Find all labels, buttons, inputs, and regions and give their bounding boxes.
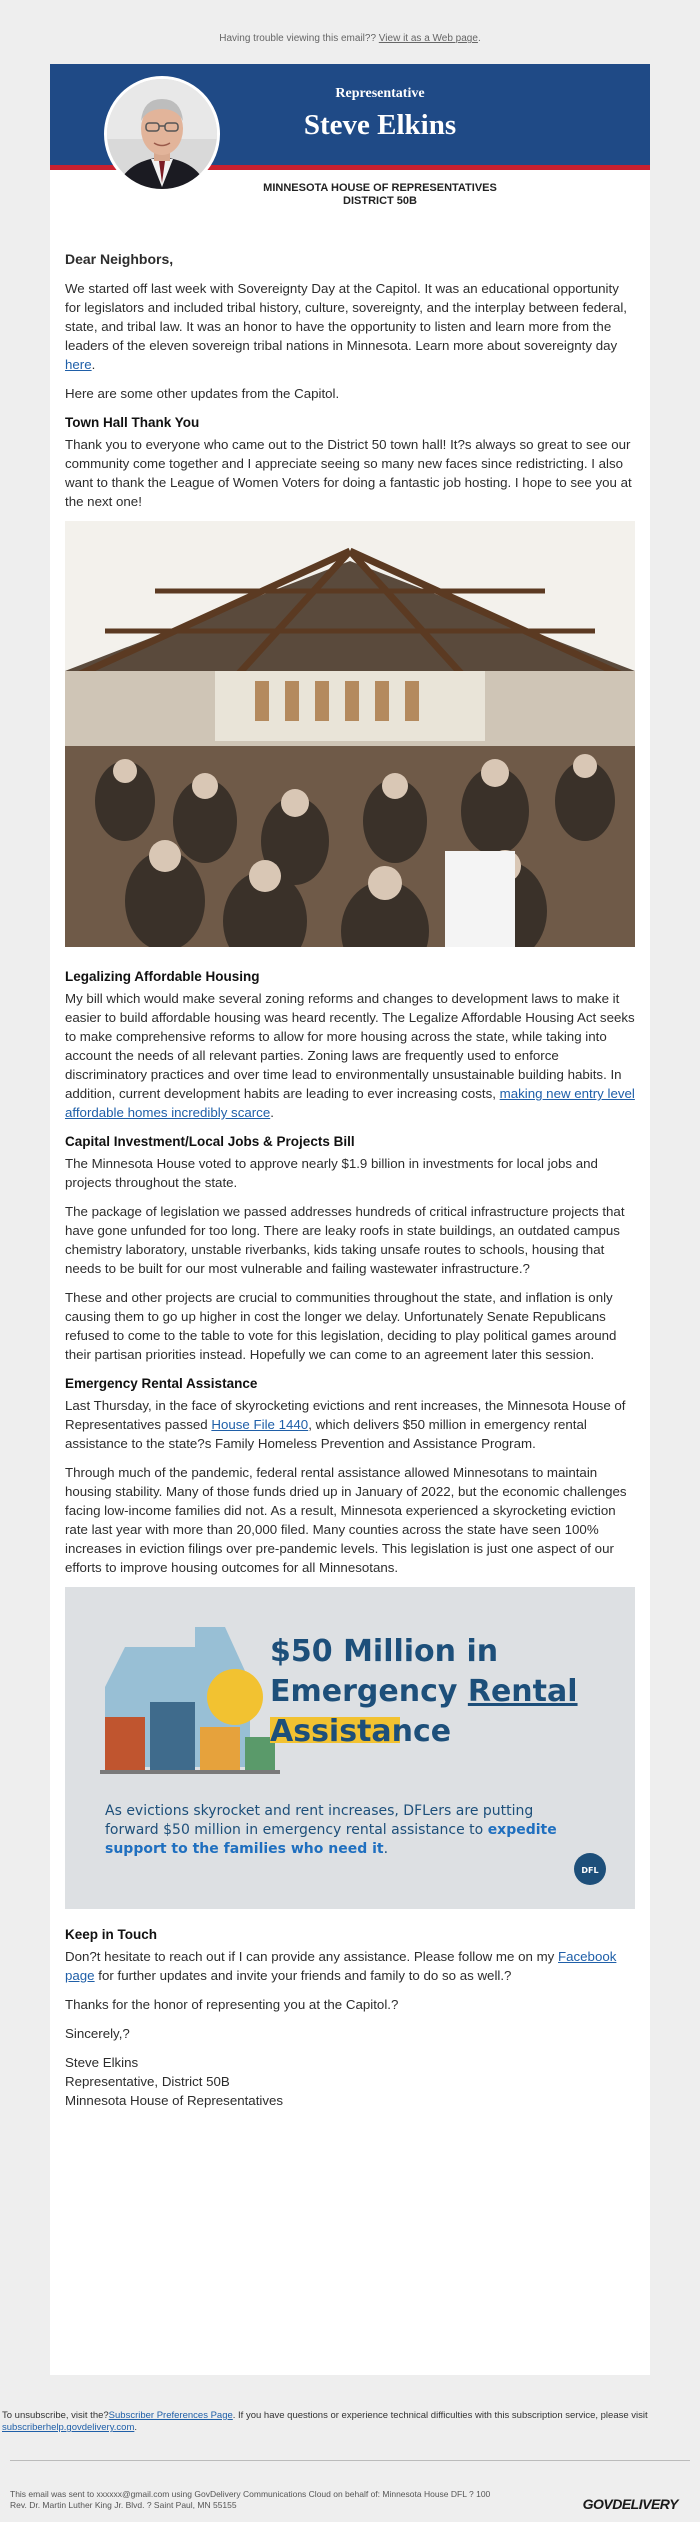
- facebook-page-link[interactable]: Facebook page: [65, 1949, 617, 1983]
- govdelivery-logo: GOVDELIVERY: [582, 2496, 678, 2512]
- section-heading-townhall: Town Hall Thank You: [65, 415, 200, 430]
- district-label: MINNESOTA HOUSE OF REPRESENTATIVES DISTRICT 50B: [263, 182, 497, 207]
- subscriber-help-link[interactable]: subscriberhelp.govdelivery.com: [2, 2422, 135, 2433]
- capital-paragraph-3: These and other projects are crucial to communities throughout the state, and inflation is only causing them to go up higher in cost the longer we delay. Unfortunately Senate Republicans refused to come to the table to vote for this legislation, deciding to play political games around their partisan priorities instead. Hopefully we can come to an agreement later this session.: [65, 1290, 617, 1362]
- intro-paragraph: We started off last week with Sovereignty Day at the Capitol. It was an educational opportunity for legislators and included tribal history, culture, sovereignty, and the interplay between federal, state, and tribal law. It was an honor to have the opportunity to listen and learn more from the leaders of the eleven sovereign tribal nations in Minnesota. Learn more about sovereignty day here.: [65, 281, 627, 372]
- unsubscribe-footer: To unsubscribe, visit the?Subscriber Preferences Page. If you have questions or experience technical difficulties with this subscription service, please visit subscriberhelp.govdelivery.com.: [2, 2410, 648, 2433]
- representative-name: Steve Elkins: [303, 109, 457, 141]
- view-as-webpage-note: Having trouble viewing this email?? View it as a Web page.: [219, 33, 481, 44]
- section-heading-housing: Legalizing Affordable Housing: [65, 969, 260, 984]
- representative-portrait: [104, 76, 220, 192]
- greeting: Dear Neighbors,: [65, 251, 174, 267]
- header-title: Representative: [335, 86, 425, 101]
- sender-info: This email was sent to xxxxxx@gmail.com using GovDelivery Communications Cloud on behalf of: Minnesota House DFL ? 100 Rev. Dr. Martin Luther King Jr. Blvd. ? Saint Paul, MN 55155: [10, 2489, 491, 2510]
- view-as-webpage-link[interactable]: View it as a Web page: [378, 33, 478, 44]
- signature-title: Representative, District 50B: [65, 2074, 230, 2089]
- signature-org: Minnesota House of Representatives: [65, 2093, 284, 2108]
- touch-paragraph-2: Thanks for the honor of representing you at the Capitol.?: [65, 1997, 399, 2012]
- townhall-paragraph: Thank you to everyone who came out to the District 50 town hall! It?s always so great to see our community come together and I appreciate seeing so many new faces since redistricting. I also want to thank the League of Women Voters for doing a fantastic job hosting. I hope to see you at the next one!: [65, 437, 632, 509]
- signature-name: Steve Elkins: [65, 2055, 139, 2070]
- graphic-title-line1: $50 Million in: [270, 1634, 499, 1669]
- capital-paragraph-1: The Minnesota House voted to approve nearly $1.9 billion in investments for local jobs and projects throughout the state.: [65, 1156, 598, 1190]
- dfl-badge: DFL: [581, 1866, 599, 1875]
- touch-paragraph-3: Sincerely,?: [65, 2026, 130, 2041]
- affordable-homes-link[interactable]: making new entry level affordable homes incredibly scarce: [65, 1086, 635, 1120]
- sovereignty-day-link[interactable]: here: [65, 357, 92, 372]
- graphic-subtitle: As evictions skyrocket and rent increases, DFLers are putting forward $50 million in emergency rental assistance to expedite support to the families who need it.: [105, 1803, 557, 1857]
- capital-paragraph-2: The package of legislation we passed addresses hundreds of critical infrastructure projects that have gone unfunded for too long. There are leaky roofs in state buildings, an outdated campus chemistry laboratory, unstable riverbanks, kids taking unsafe routes to schools, housing that needs to be built for our most vulnerable and failing wastewater infrastructure.?: [65, 1204, 625, 1276]
- footer-divider: [10, 2460, 690, 2461]
- housing-paragraph: My bill which would make several zoning reforms and changes to development laws to make it easier to build affordable housing was heard recently. The Legalize Affordable Housing Act seeks to make comprehensive reforms to allow for more housing across the state, while taking into account the needs of all relevant parties. Zoning laws are frequently used to enforce discriminatory practices and over time lead to environmentally unsustainable building habits. In addition, current development habits are leading to ever increasing costs, making new entry level affordable homes incredibly scarce.: [65, 991, 635, 1120]
- touch-paragraph-1: Don?t hesitate to reach out if I can provide any assistance. Please follow me on my Facebook page for further updates and invite your friends and family to do so as well.?: [65, 1949, 617, 1983]
- town-hall-photo: [65, 521, 635, 947]
- rental-paragraph-1: Last Thursday, in the face of skyrocketing evictions and rent increases, the Minnesota House of Representatives passed House File 1440, which delivers $50 million in emergency rental assistance to the state?s Family Homeless Prevention and Assistance Program.: [65, 1398, 626, 1451]
- house-file-link[interactable]: House File 1440: [211, 1417, 309, 1432]
- section-heading-touch: Keep in Touch: [65, 1927, 158, 1942]
- rental-paragraph-2: Through much of the pandemic, federal rental assistance allowed Minnesotans to maintain housing stability. Many of those funds dried up in January of 2022, but the economic challenges facing low-income families did not. As a result, Minnesota experienced a skyrocketing eviction rate last year with more than 20,000 filed. Many counties across the state have seen 100% increases in eviction filings over pre-pandemic levels. This legislation is just one aspect of our efforts to improve housing outcomes for all Minnesotans.: [65, 1465, 627, 1575]
- subscriber-preferences-link[interactable]: Subscriber Preferences Page: [108, 2410, 233, 2421]
- signature-block: [65, 2053, 635, 2110]
- rental-assistance-graphic: [65, 1587, 635, 1909]
- intro-paragraph-2: Here are some other updates from the Capitol.: [65, 386, 340, 401]
- email-card: [50, 64, 650, 2375]
- section-heading-rental: Emergency Rental Assistance: [65, 1376, 258, 1391]
- trouble-viewing-text: Having trouble viewing this email??: [219, 33, 379, 44]
- section-heading-capital: Capital Investment/Local Jobs & Projects Bill: [65, 1134, 355, 1149]
- email-body: [65, 250, 635, 2110]
- graphic-title-line2: Emergency Rental: [270, 1674, 578, 1709]
- graphic-title-line3: Assistance: [270, 1714, 452, 1749]
